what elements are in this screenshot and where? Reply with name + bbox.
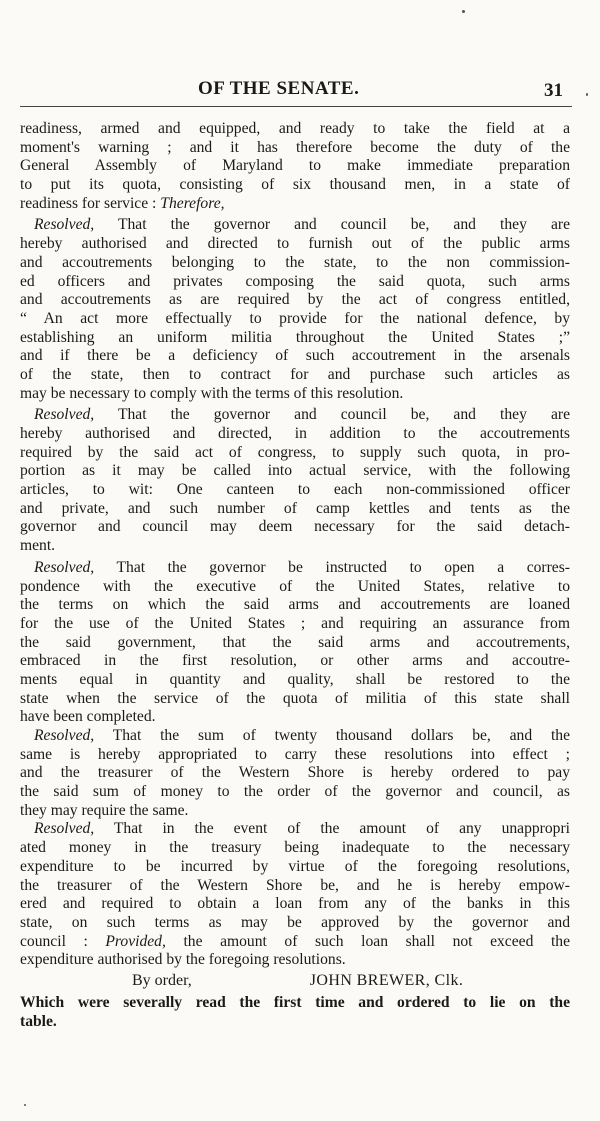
text-line: readiness, armed and equipped, and ready to take the field at a [20, 120, 570, 137]
scan-speck [24, 1104, 26, 1106]
text-line: of the state, then to contract for and purchase such articles as [20, 365, 570, 383]
scan-speck [462, 10, 465, 13]
text-line: the terms on which the said arms and accoutrements are loaned [20, 596, 570, 614]
text-line: ated money in the treasury being inadequate to the necessary [20, 839, 570, 857]
text-line: and the treasurer of the Western Shore is hereby ordered to pay [20, 764, 570, 782]
text-line: the said government, that the said arms and accoutrements, [20, 633, 570, 651]
closing-line: Which were severally read the first time and ordered to lie on the [20, 993, 570, 1011]
text-line: for the use of the United States ; and requiring an assurance from [20, 614, 570, 632]
text-line: and private, and such number of camp kettles and tents as the [20, 499, 570, 517]
text-line: Resolved, That the sum of twenty thousand dollars be, and the [34, 727, 570, 744]
text-line: ments equal in quantity and quality, shall be restored to the [20, 670, 570, 688]
header-rule [20, 106, 572, 107]
text-line: hereby authorised and directed to furnish out of the public arms [20, 235, 570, 253]
closing-line: table. [20, 1012, 57, 1030]
text-line: expenditure to be incurred by virtue of the foregoing resolutions, [20, 857, 570, 875]
text-line: expenditure authorised by the foregoing resolutions. [20, 951, 346, 969]
text-line: ment. [20, 537, 56, 555]
text-line: portion as it may be called into actual service, with the following [20, 462, 570, 480]
text-line: council : Provided, the amount of such loan shall not exceed the [20, 932, 570, 950]
scan-speck [586, 93, 588, 96]
page-header [0, 78, 600, 106]
text-line: ered and required to obtain a loan from any of the banks in this [20, 895, 570, 913]
text-line: state when the service of the quota of militia of this state shall [20, 689, 570, 707]
closing-text [20, 994, 570, 1031]
text-line: same is hereby appropriated to carry these resolutions into effect ; [20, 745, 570, 763]
text-line: Resolved, That in the event of the amount of any unappropri [34, 820, 570, 838]
text-line: required by the said act of congress, to supply such quota, in pro- [20, 443, 570, 461]
signature-line [20, 972, 570, 992]
text-line: may be necessary to comply with the terms of this resolution. [20, 384, 404, 402]
text-line: the treasurer of the Western Shore be, and he is hereby empow- [20, 876, 570, 894]
text-line: readiness for service : Therefore, [20, 194, 225, 212]
text-line: and accoutrements belonging to the state, to the non commission- [20, 253, 570, 271]
running-head: OF THE SENATE. [198, 78, 360, 99]
text-line: pondence with the executive of the United States, relative to [20, 577, 570, 595]
text-line: and accoutrements as are required by the act of congress entitled, [20, 291, 570, 309]
signer-name: JOHN BREWER, Clk. [309, 971, 464, 989]
text-line: Resolved, That the governor and council be, and they are [34, 406, 570, 424]
text-line: “ An act more effectually to provide for the national defence, by [20, 309, 570, 327]
page-number: 31 [544, 80, 563, 101]
body-text [20, 120, 570, 1031]
text-line: and if there be a deficiency of such accoutrement in the arsenals [20, 347, 570, 365]
text-line: have been completed. [20, 708, 156, 726]
text-line: establishing an uniform militia throughout the United States ;” [20, 328, 570, 346]
text-line: state, on such terms as may be approved by the governor and [20, 913, 570, 931]
text-line: the said sum of money to the order of the governor and council, as [20, 783, 570, 801]
text-line: Resolved, That the governor and council be, and they are [34, 216, 570, 234]
text-line: they may require the same. [20, 801, 189, 819]
text-line: General Assembly of Maryland to make immediate preparation [20, 157, 570, 175]
text-line: to put its quota, consisting of six thousand men, in a state of [20, 176, 570, 194]
text-line: hereby authorised and directed, in addition to the accoutrements [20, 425, 570, 442]
text-line: articles, to wit: One canteen to each non-commissioned officer [20, 481, 570, 499]
text-line: governor and council may deem necessary for the said detach- [20, 518, 570, 536]
text-line: Resolved, That the governor be instructed to open a corres- [34, 558, 570, 576]
text-line: ed officers and privates composing the said quota, such arms [20, 272, 570, 290]
text-line: embraced in the first resolution, or other arms and accoutre- [20, 652, 570, 670]
text-line: moment's warning ; and it has therefore become the duty of the [20, 138, 570, 156]
by-order: By order, [132, 971, 192, 989]
